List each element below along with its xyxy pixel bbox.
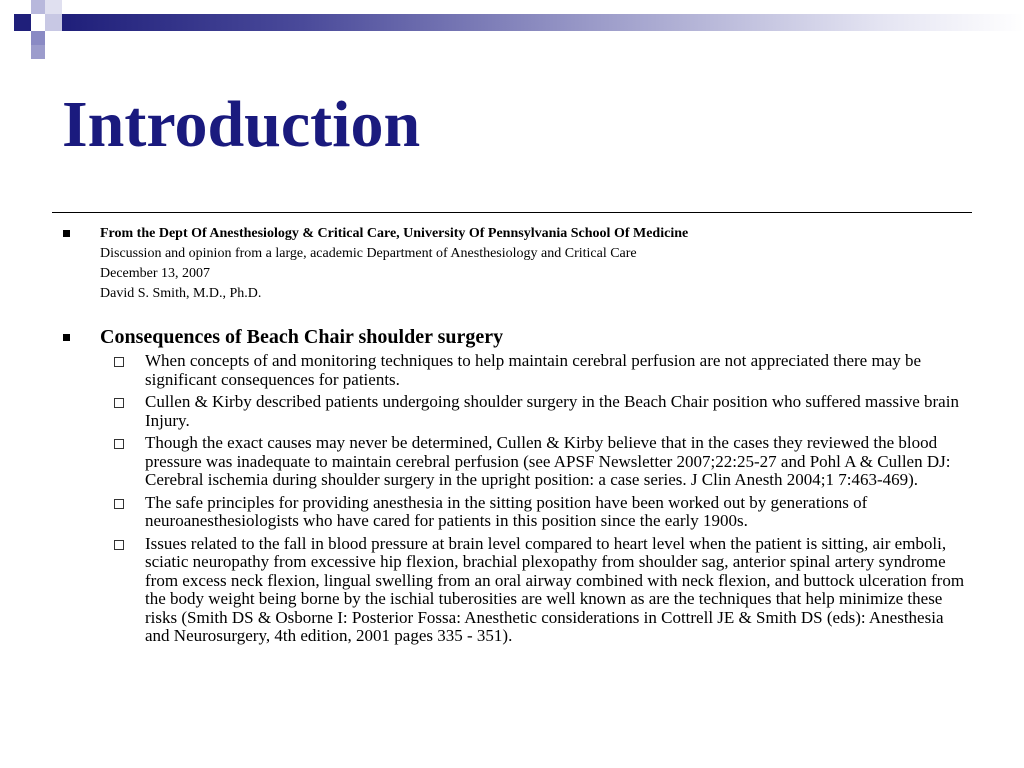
- affiliation-block: [100, 224, 688, 304]
- list-item: [110, 535, 970, 646]
- bullet-square-icon: [63, 230, 70, 237]
- list-item-text: The safe principles for providing anesthesia in the sitting position have been worked out by generations of neuroanesthesiologists who have cared for patients in this position since the early 1900s.: [145, 492, 868, 530]
- list-item: [110, 494, 970, 531]
- deco-square-dark: [14, 14, 31, 31]
- deco-square-light: [45, 0, 62, 14]
- list-item-text: When concepts of and monitoring techniques to help maintain cerebral perfusion are not appreciated there may be significant consequences for patients.: [145, 351, 922, 389]
- affiliation-line: From the Dept Of Anesthesiology & Critical Care, University Of Pennsylvania School Of Medicine: [100, 226, 689, 241]
- list-item: [110, 434, 970, 490]
- section-heading: Consequences of Beach Chair shoulder surgery: [100, 326, 504, 348]
- list-item-text: Though the exact causes may never be determined, Cullen & Kirby believe that in the cases they reviewed the blood pressure was inadequate to maintain cerebral perfusion (see APSF Newsletter 2007;22:25-27 and Pohl A & Cullen DJ: Cerebral ischemia during shoulder surgery in the upright position: a case series. J Clin Anesth 2004;1 7:463-469).: [145, 433, 951, 489]
- hollow-square-bullet-icon: [114, 540, 124, 550]
- deco-square-mid: [31, 31, 45, 45]
- hollow-square-bullet-icon: [114, 398, 124, 408]
- list-item: [110, 352, 970, 389]
- slide-title: Introduction: [62, 88, 421, 161]
- list-item-text: Issues related to the fall in blood pressure at brain level compared to heart level when the patient is sitting, air emboli, sciatic neuropathy from excessive hip flexion, brachial plexopathy from shoulder sag, anterior spinal artery syndrome from excess neck flexion, lingual swelling from an oral airway combined with neck flexion, and buttock ulceration from the body weight being borne by the ischial tuberosities are well known as are the techniques that help minimize these risks (Smith DS & Osborne I: Posterior Fossa: Anesthetic considerations in Cottrell JE & Smith DS (eds): Anesthesia and Neurosurgery, 4th edition, 2001 pages 335 - 351).: [145, 533, 965, 645]
- hollow-square-bullet-icon: [114, 439, 124, 449]
- header-gradient-bar: [62, 14, 1024, 31]
- discussion-line: Discussion and opinion from a large, academic Department of Anesthesiology and Critical Care: [100, 246, 637, 261]
- title-divider: [52, 212, 972, 213]
- hollow-square-bullet-icon: [114, 357, 124, 367]
- author-line: David S. Smith, M.D., Ph.D.: [100, 286, 262, 301]
- list-item-text: Cullen & Kirby described patients undergoing shoulder surgery in the Beach Chair position who suffered massive brain Injury.: [145, 392, 959, 430]
- date-line: December 13, 2007: [100, 266, 211, 281]
- deco-square-light: [45, 14, 62, 31]
- deco-square-light: [31, 0, 45, 14]
- deco-square-mid: [31, 45, 45, 59]
- list-item: [110, 393, 970, 430]
- consequences-list: [110, 352, 970, 650]
- hollow-square-bullet-icon: [114, 499, 124, 509]
- bullet-square-icon: [63, 334, 70, 341]
